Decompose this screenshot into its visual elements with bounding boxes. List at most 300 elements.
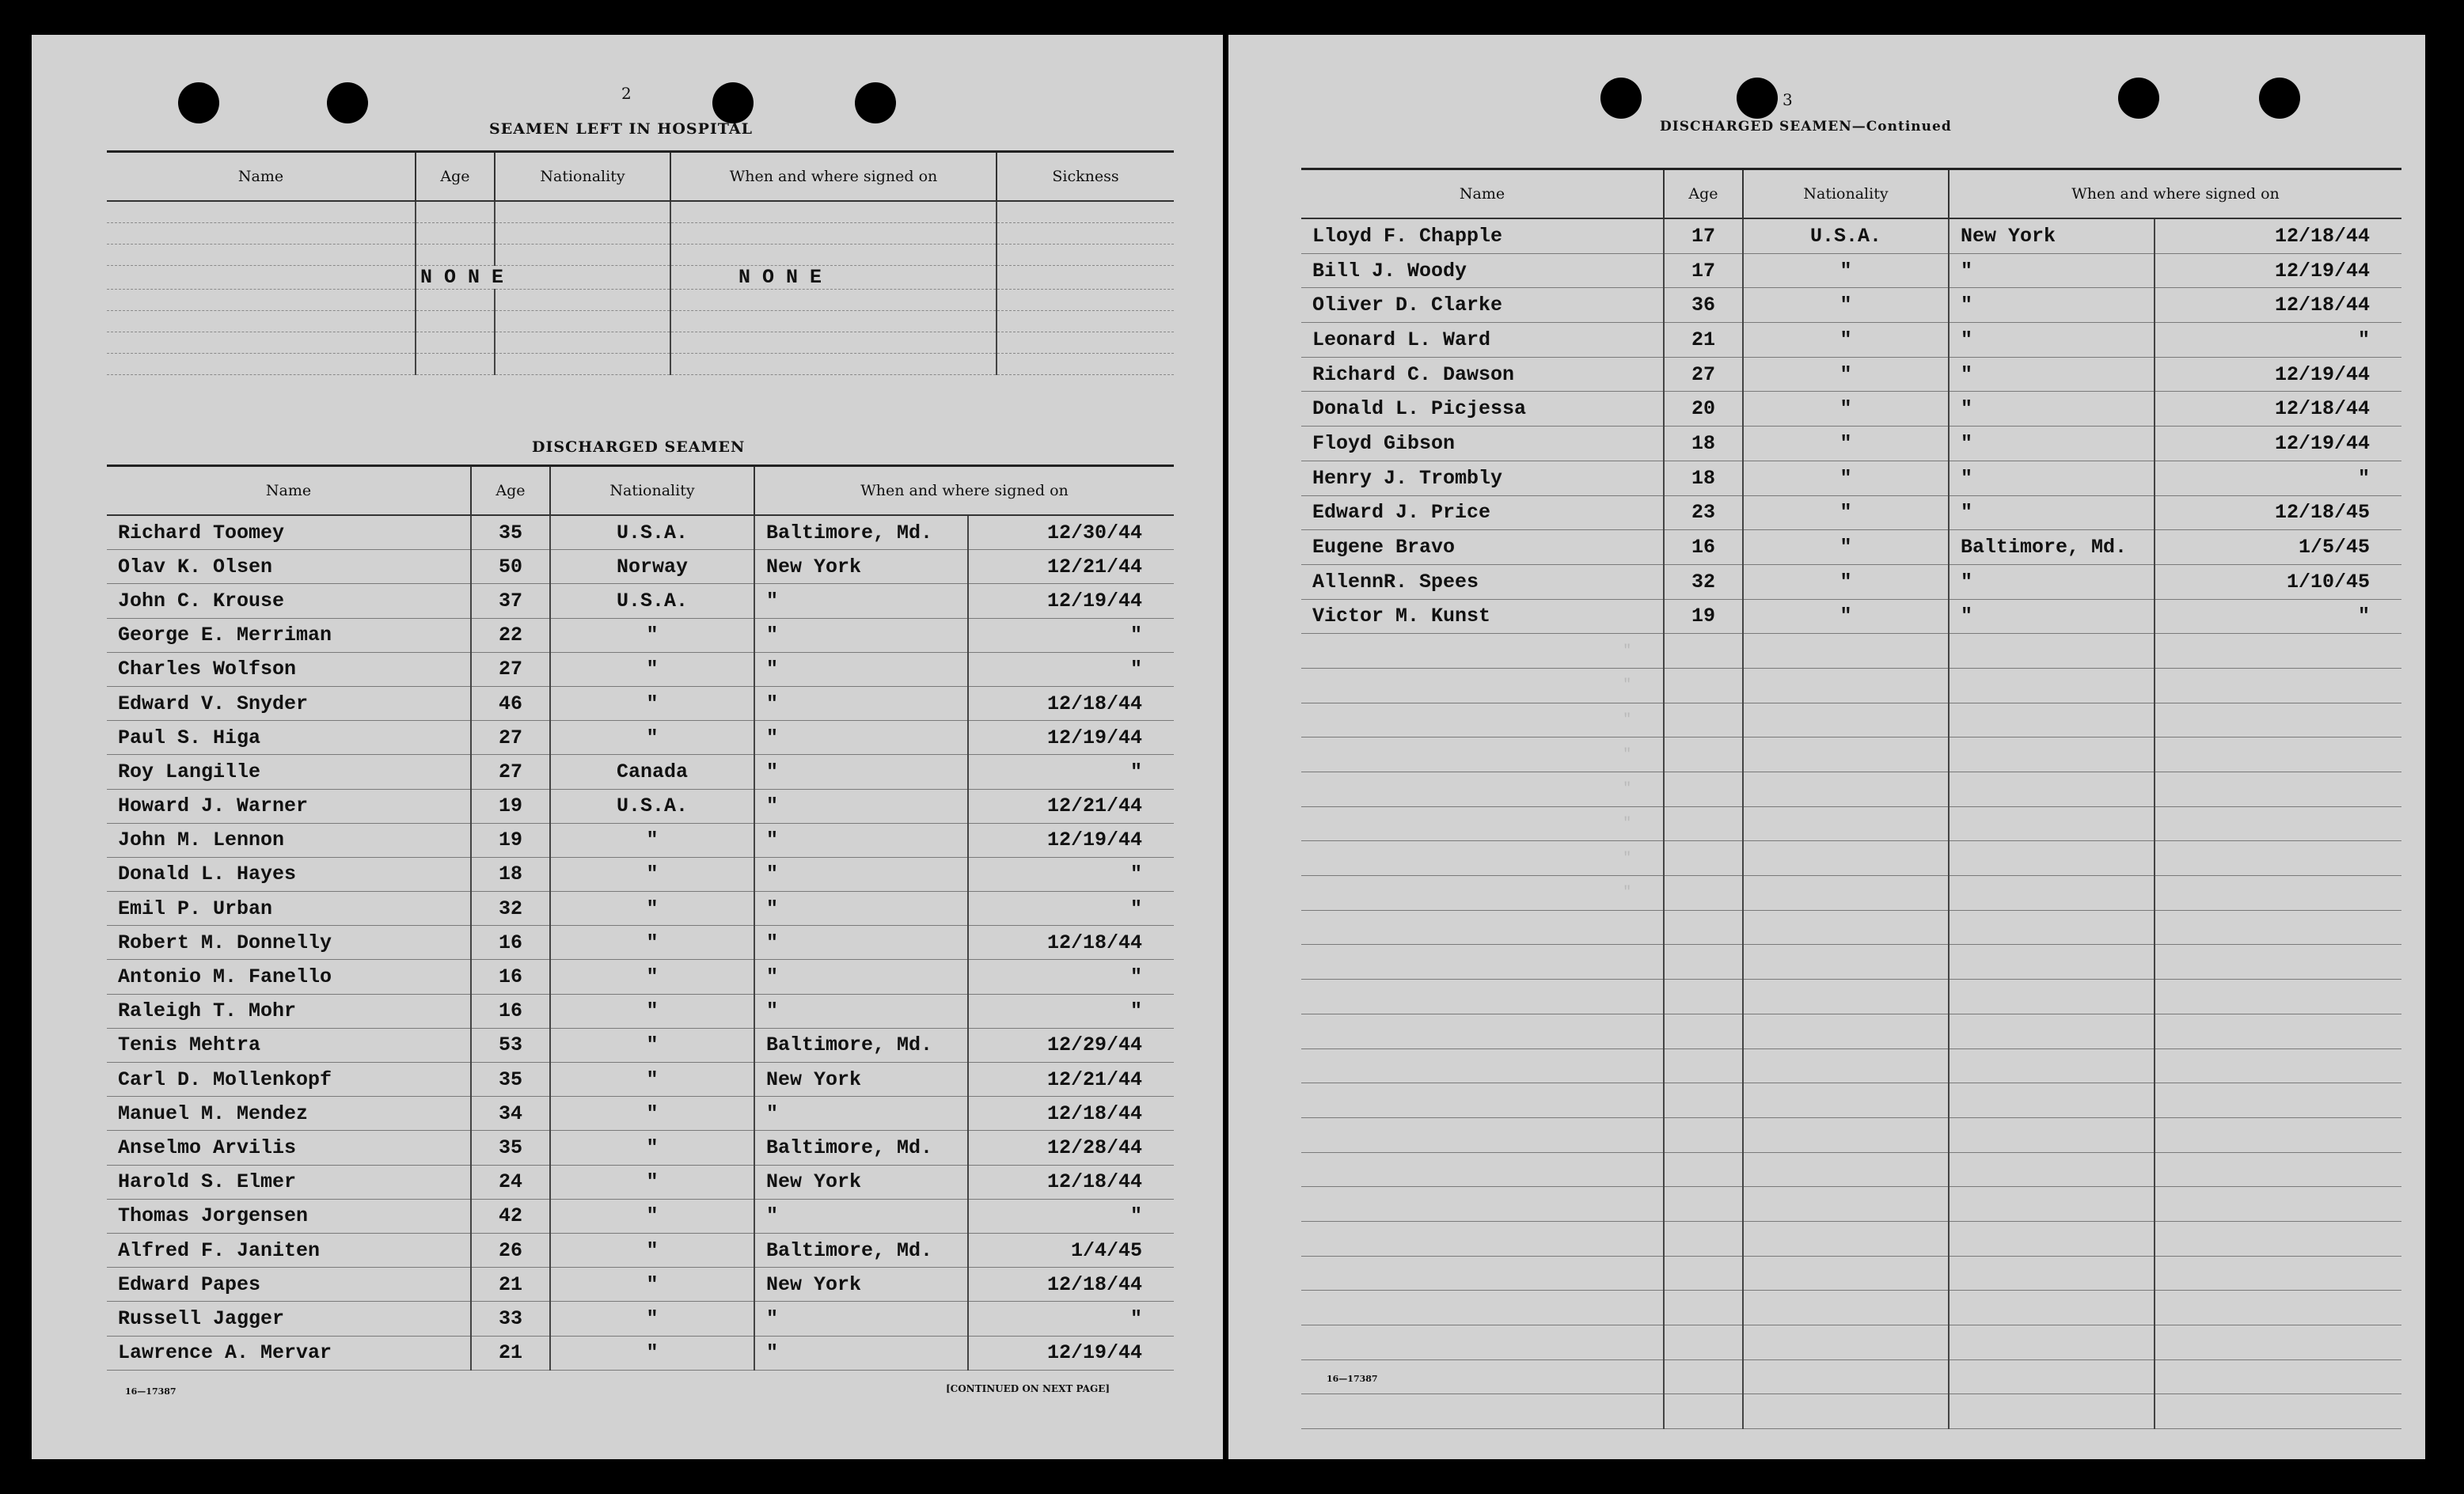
signed-on-place: "	[1949, 392, 2155, 427]
blank-cell	[1949, 703, 2155, 738]
seaman-nationality: "	[1743, 495, 1949, 530]
header-nationality: Nationality	[550, 466, 754, 516]
table-row	[107, 266, 1174, 290]
seaman-age: 19	[471, 823, 550, 857]
seaman-name: Eugene Bravo	[1301, 530, 1664, 565]
seaman-nationality: "	[550, 892, 754, 926]
seaman-nationality: "	[1743, 427, 1949, 461]
signed-on-place: "	[754, 892, 968, 926]
blank-cell	[1664, 1325, 1743, 1360]
seaman-nationality: U.S.A.	[1743, 218, 1949, 253]
blank-cell	[2155, 738, 2401, 772]
seaman-age: 32	[1664, 564, 1743, 599]
signed-on-date: 12/18/45	[2155, 495, 2401, 530]
table-row	[1301, 288, 2401, 323]
blank-cell	[1301, 1187, 1664, 1222]
blank-cell	[1743, 1014, 1949, 1048]
table-row	[107, 584, 1174, 618]
seaman-name: Edward V. Snyder	[107, 686, 471, 720]
header-name: Name	[107, 466, 471, 516]
punch-hole	[2259, 78, 2300, 119]
signed-on-date: 1/4/45	[968, 1233, 1174, 1267]
seaman-nationality: "	[550, 1233, 754, 1267]
blank-cell	[1743, 668, 1949, 703]
blank-cell	[1664, 738, 1743, 772]
signed-on-place: Baltimore, Md.	[754, 1233, 968, 1267]
blank-cell	[2155, 806, 2401, 841]
blank-row	[1301, 1048, 2401, 1083]
table-row	[107, 994, 1174, 1028]
blank-cell	[1743, 1394, 1949, 1429]
seaman-nationality: "	[550, 1268, 754, 1302]
blank-cell	[2155, 1291, 2401, 1325]
blank-ditto-mark: "	[1301, 634, 1664, 669]
table-row	[107, 1165, 1174, 1199]
table-row	[107, 857, 1174, 891]
seaman-nationality: "	[1743, 599, 1949, 634]
signed-on-date: 12/19/44	[2155, 253, 2401, 288]
blank-cell	[1949, 876, 2155, 911]
seaman-nationality: Canada	[550, 755, 754, 789]
seaman-name: Leonard L. Ward	[1301, 323, 1664, 358]
header-nationality: Nationality	[495, 152, 670, 202]
seaman-name: George E. Merriman	[107, 618, 471, 652]
seaman-age: 19	[1664, 599, 1743, 634]
punch-hole	[1600, 78, 1642, 119]
seaman-age: 16	[471, 960, 550, 994]
blank-cell	[1743, 634, 1949, 669]
table-row	[1301, 357, 2401, 392]
blank-cell	[1743, 703, 1949, 738]
seaman-nationality: "	[550, 823, 754, 857]
blank-cell	[2155, 1256, 2401, 1291]
seaman-age: 18	[471, 857, 550, 891]
signed-on-place: "	[1949, 599, 2155, 634]
signed-on-date: "	[2155, 599, 2401, 634]
seaman-nationality: U.S.A.	[550, 515, 754, 550]
table-row	[107, 755, 1174, 789]
blank-cell	[1664, 1014, 1743, 1048]
blank-row	[1301, 876, 2401, 911]
seaman-nationality: "	[550, 652, 754, 686]
table-row	[1301, 599, 2401, 634]
signed-on-date: 12/21/44	[968, 550, 1174, 584]
table-row	[107, 823, 1174, 857]
blank-cell	[1664, 806, 1743, 841]
seaman-age: 33	[471, 1302, 550, 1336]
form-number: 16—17387	[1327, 1374, 1378, 1384]
seaman-nationality: "	[550, 1063, 754, 1097]
signed-on-date: 12/19/44	[968, 584, 1174, 618]
signed-on-date: "	[968, 857, 1174, 891]
signed-on-place: "	[754, 857, 968, 891]
table-row	[107, 354, 1174, 375]
table-row	[107, 926, 1174, 960]
blank-ditto-mark: "	[1301, 841, 1664, 876]
left-page	[32, 35, 1223, 1459]
blank-cell	[2155, 1221, 2401, 1256]
signed-on-date: "	[968, 1199, 1174, 1233]
table-row	[107, 515, 1174, 550]
punch-hole	[855, 82, 896, 123]
signed-on-place: "	[1949, 427, 2155, 461]
signed-on-date: 12/21/44	[968, 789, 1174, 823]
signed-on-place: "	[754, 926, 968, 960]
blank-row	[1301, 1221, 2401, 1256]
signed-on-date: "	[968, 618, 1174, 652]
seaman-age: 27	[471, 652, 550, 686]
blank-cell	[2155, 1359, 2401, 1394]
signed-on-place: "	[754, 584, 968, 618]
seaman-age: 19	[471, 789, 550, 823]
seaman-age: 18	[1664, 427, 1743, 461]
blank-cell	[1664, 1291, 1743, 1325]
table-row	[107, 892, 1174, 926]
signed-on-place: "	[1949, 461, 2155, 495]
blank-cell	[2155, 876, 2401, 911]
blank-ditto-mark: "	[1301, 703, 1664, 738]
seaman-nationality: "	[550, 618, 754, 652]
signed-on-date: 1/10/45	[2155, 564, 2401, 599]
signed-on-date: 12/30/44	[968, 515, 1174, 550]
blank-cell	[1949, 1256, 2155, 1291]
blank-cell	[1743, 1359, 1949, 1394]
seaman-name: Charles Wolfson	[107, 652, 471, 686]
blank-cell	[1949, 634, 2155, 669]
table-row	[107, 721, 1174, 755]
signed-on-date: "	[968, 892, 1174, 926]
seaman-nationality: "	[550, 960, 754, 994]
signed-on-date: "	[968, 960, 1174, 994]
blank-row	[1301, 1014, 2401, 1048]
header-signed-on: When and where signed on	[670, 152, 997, 202]
blank-cell	[1949, 668, 2155, 703]
table-row	[1301, 392, 2401, 427]
signed-on-place: "	[1949, 323, 2155, 358]
discharged-continued-table	[1301, 168, 2401, 1429]
seaman-name: Thomas Jorgensen	[107, 1199, 471, 1233]
seaman-nationality: "	[550, 686, 754, 720]
seaman-age: 35	[471, 1131, 550, 1165]
blank-cell	[1949, 910, 2155, 945]
blank-cell	[2155, 1083, 2401, 1118]
signed-on-date: 12/18/44	[968, 686, 1174, 720]
seaman-nationality: "	[1743, 461, 1949, 495]
header-sickness: Sickness	[997, 152, 1174, 202]
seaman-age: 21	[1664, 323, 1743, 358]
table-row	[107, 550, 1174, 584]
header-name: Name	[1301, 169, 1664, 219]
table-row	[107, 311, 1174, 332]
blank-cell	[1664, 1048, 1743, 1083]
blank-cell	[1949, 980, 2155, 1014]
blank-cell	[1301, 1117, 1664, 1152]
seaman-age: 21	[471, 1268, 550, 1302]
seaman-age: 16	[471, 994, 550, 1028]
seaman-name: Tenis Mehtra	[107, 1028, 471, 1062]
table-row	[107, 1028, 1174, 1062]
table-row	[107, 652, 1174, 686]
signed-on-date: "	[2155, 323, 2401, 358]
signed-on-date: 12/18/44	[2155, 218, 2401, 253]
signed-on-place: Baltimore, Md.	[754, 1131, 968, 1165]
table-row	[107, 223, 1174, 245]
form-number: 16—17387	[125, 1386, 177, 1397]
table-row	[107, 686, 1174, 720]
signed-on-place: "	[754, 1336, 968, 1370]
blank-cell	[1301, 980, 1664, 1014]
blank-row	[1301, 841, 2401, 876]
discharged-section-title: DISCHARGED SEAMEN	[532, 438, 746, 456]
blank-ditto-mark: "	[1301, 772, 1664, 807]
blank-cell	[1743, 945, 1949, 980]
signed-on-date: "	[2155, 461, 2401, 495]
blank-cell	[2155, 1325, 2401, 1360]
blank-cell	[1949, 1152, 2155, 1187]
signed-on-date: 1/5/45	[2155, 530, 2401, 565]
seaman-nationality: "	[1743, 392, 1949, 427]
seaman-age: 26	[471, 1233, 550, 1267]
header-age: Age	[416, 152, 495, 202]
blank-row	[1301, 1394, 2401, 1429]
table-row	[107, 1199, 1174, 1233]
blank-cell	[2155, 945, 2401, 980]
blank-cell	[1743, 841, 1949, 876]
blank-cell	[1301, 910, 1664, 945]
signed-on-date: "	[968, 652, 1174, 686]
signed-on-place: "	[754, 823, 968, 857]
seaman-nationality: "	[1743, 323, 1949, 358]
discharged-continued-title: DISCHARGED SEAMEN—Continued	[1660, 119, 1952, 135]
seaman-nationality: "	[550, 1336, 754, 1370]
blank-cell	[1664, 876, 1743, 911]
blank-cell	[1301, 1152, 1664, 1187]
seaman-nationality: "	[1743, 288, 1949, 323]
header-age: Age	[1664, 169, 1743, 219]
blank-cell	[1664, 945, 1743, 980]
blank-cell	[1743, 1083, 1949, 1118]
table-row	[1301, 323, 2401, 358]
page-number: 3	[1783, 90, 1793, 109]
seaman-age: 24	[471, 1165, 550, 1199]
blank-cell	[1664, 1221, 1743, 1256]
signed-on-date: "	[968, 994, 1174, 1028]
blank-cell	[1949, 1394, 2155, 1429]
blank-cell	[2155, 980, 2401, 1014]
seaman-name: Henry J. Trombly	[1301, 461, 1664, 495]
seaman-age: 53	[471, 1028, 550, 1062]
blank-cell	[1301, 1256, 1664, 1291]
seaman-age: 34	[471, 1097, 550, 1131]
blank-cell	[1949, 772, 2155, 807]
seaman-name: Lloyd F. Chapple	[1301, 218, 1664, 253]
blank-cell	[1949, 1187, 2155, 1222]
seaman-age: 35	[471, 1063, 550, 1097]
seaman-age: 16	[471, 926, 550, 960]
blank-cell	[1949, 1221, 2155, 1256]
seaman-age: 42	[471, 1199, 550, 1233]
table-row	[1301, 218, 2401, 253]
seaman-name: Oliver D. Clarke	[1301, 288, 1664, 323]
seaman-nationality: "	[550, 721, 754, 755]
seaman-name: Manuel M. Mendez	[107, 1097, 471, 1131]
signed-on-place: Baltimore, Md.	[1949, 530, 2155, 565]
table-row	[107, 201, 1174, 223]
signed-on-date: 12/19/44	[2155, 427, 2401, 461]
blank-cell	[1743, 910, 1949, 945]
table-row	[107, 1233, 1174, 1267]
blank-cell	[1949, 1117, 2155, 1152]
blank-cell	[1664, 668, 1743, 703]
blank-row	[1301, 1325, 2401, 1360]
blank-cell	[1743, 1048, 1949, 1083]
seaman-nationality: "	[550, 926, 754, 960]
blank-cell	[1743, 772, 1949, 807]
seaman-nationality: U.S.A.	[550, 584, 754, 618]
punch-hole	[178, 82, 219, 123]
seaman-name: Roy Langille	[107, 755, 471, 789]
signed-on-place: "	[754, 721, 968, 755]
seaman-age: 20	[1664, 392, 1743, 427]
seaman-nationality: U.S.A.	[550, 789, 754, 823]
blank-cell	[1949, 1291, 2155, 1325]
seaman-age: 27	[471, 755, 550, 789]
signed-on-date: 12/19/44	[968, 721, 1174, 755]
blank-row	[1301, 1291, 2401, 1325]
punch-hole	[327, 82, 368, 123]
table-row	[107, 332, 1174, 354]
blank-cell	[2155, 1048, 2401, 1083]
blank-cell	[2155, 910, 2401, 945]
seaman-name: Edward Papes	[107, 1268, 471, 1302]
signed-on-date: 12/28/44	[968, 1131, 1174, 1165]
blank-cell	[1664, 841, 1743, 876]
blank-cell	[1743, 1187, 1949, 1222]
seaman-name: John C. Krouse	[107, 584, 471, 618]
blank-cell	[1743, 1221, 1949, 1256]
blank-cell	[2155, 1117, 2401, 1152]
blank-row	[1301, 1256, 2401, 1291]
seaman-name: Alfred F. Janiten	[107, 1233, 471, 1267]
signed-on-place: "	[1949, 357, 2155, 392]
seaman-name: Richard C. Dawson	[1301, 357, 1664, 392]
seaman-age: 23	[1664, 495, 1743, 530]
header-nationality: Nationality	[1743, 169, 1949, 219]
blank-cell	[1743, 1291, 1949, 1325]
table-row	[107, 960, 1174, 994]
blank-cell	[1743, 738, 1949, 772]
blank-cell	[1664, 1117, 1743, 1152]
seaman-nationality: "	[550, 1199, 754, 1233]
blank-cell	[1743, 1256, 1949, 1291]
blank-row	[1301, 738, 2401, 772]
signed-on-date: 12/19/44	[968, 823, 1174, 857]
blank-cell	[2155, 1187, 2401, 1222]
seaman-name: Antonio M. Fanello	[107, 960, 471, 994]
seaman-name: Carl D. Mollenkopf	[107, 1063, 471, 1097]
blank-cell	[1664, 703, 1743, 738]
signed-on-place: "	[1949, 253, 2155, 288]
signed-on-place: New York	[1949, 218, 2155, 253]
signed-on-date: 12/18/44	[968, 1268, 1174, 1302]
signed-on-place: "	[754, 789, 968, 823]
seaman-name: Robert M. Donnelly	[107, 926, 471, 960]
seaman-name: Donald L. Picjessa	[1301, 392, 1664, 427]
continued-note: [CONTINUED ON NEXT PAGE]	[946, 1383, 1111, 1394]
header-age: Age	[471, 466, 550, 516]
blank-cell	[1664, 1187, 1743, 1222]
signed-on-place: "	[754, 994, 968, 1028]
page-number: 2	[621, 84, 632, 103]
blank-cell	[1301, 945, 1664, 980]
seaman-name: Olav K. Olsen	[107, 550, 471, 584]
punch-hole	[2118, 78, 2159, 119]
blank-row	[1301, 634, 2401, 669]
table-row	[1301, 427, 2401, 461]
signed-on-place: New York	[754, 1165, 968, 1199]
blank-row	[1301, 945, 2401, 980]
blank-row	[1301, 668, 2401, 703]
blank-ditto-mark: "	[1301, 668, 1664, 703]
table-row	[1301, 253, 2401, 288]
blank-row	[1301, 910, 2401, 945]
blank-cell	[1743, 806, 1949, 841]
blank-cell	[2155, 1394, 2401, 1429]
header-signed-on: When and where signed on	[1949, 169, 2401, 219]
blank-row	[1301, 1117, 2401, 1152]
blank-cell	[1949, 1325, 2155, 1360]
seaman-age: 32	[471, 892, 550, 926]
seaman-name: Richard Toomey	[107, 515, 471, 550]
blank-cell	[1949, 945, 2155, 980]
signed-on-place: "	[1949, 495, 2155, 530]
none-entry: N O N E	[416, 266, 670, 290]
blank-cell	[1949, 1359, 2155, 1394]
signed-on-date: "	[968, 755, 1174, 789]
blank-cell	[1664, 772, 1743, 807]
table-row	[107, 1336, 1174, 1370]
blank-cell	[2155, 772, 2401, 807]
blank-cell	[1664, 634, 1743, 669]
blank-row	[1301, 1359, 2401, 1394]
blank-row	[1301, 1152, 2401, 1187]
blank-cell	[1664, 1083, 1743, 1118]
blank-cell	[1949, 1014, 2155, 1048]
signed-on-place: "	[754, 755, 968, 789]
seaman-name: Bill J. Woody	[1301, 253, 1664, 288]
signed-on-place: "	[1949, 288, 2155, 323]
seaman-name: Raleigh T. Mohr	[107, 994, 471, 1028]
table-row	[107, 789, 1174, 823]
table-row	[107, 1063, 1174, 1097]
blank-ditto-mark: "	[1301, 876, 1664, 911]
seaman-age: 46	[471, 686, 550, 720]
signed-on-place: "	[754, 1302, 968, 1336]
seaman-age: 16	[1664, 530, 1743, 565]
signed-on-place: New York	[754, 1063, 968, 1097]
signed-on-date: 12/19/44	[968, 1336, 1174, 1370]
table-row	[1301, 461, 2401, 495]
blank-cell	[1301, 1291, 1664, 1325]
punch-hole	[1737, 78, 1778, 119]
seaman-nationality: "	[1743, 357, 1949, 392]
seaman-nationality: "	[550, 1028, 754, 1062]
seaman-nationality: "	[550, 1302, 754, 1336]
signed-on-place: "	[754, 652, 968, 686]
table-row	[107, 1131, 1174, 1165]
blank-cell	[2155, 841, 2401, 876]
hospital-section-title: SEAMEN LEFT IN HOSPITAL	[489, 120, 753, 138]
